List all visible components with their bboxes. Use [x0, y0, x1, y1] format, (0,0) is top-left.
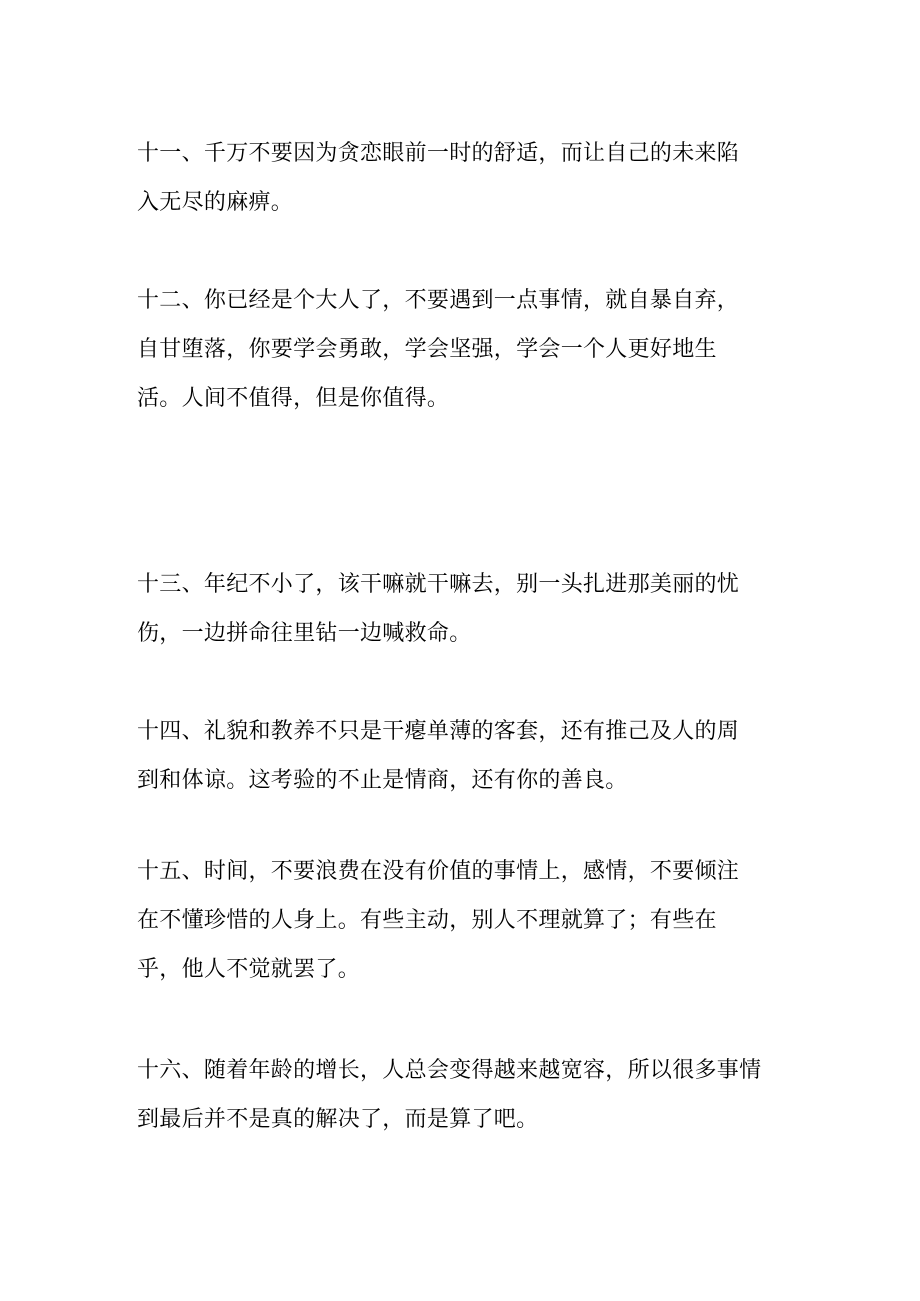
paragraph-line: 伤，一边拼命往里钻一边喊救命。	[137, 621, 472, 646]
paragraph-line: 入无尽的麻痹。	[137, 190, 294, 215]
paragraph-line: 十二、你已经是个大人了，不要遇到一点事情，就自暴自弃，	[137, 288, 740, 313]
paragraph-line: 十五、时间，不要浪费在没有价值的事情上，感情，不要倾注	[137, 859, 740, 884]
paragraph-line: 到和体谅。这考验的不止是情商，还有你的善良。	[137, 768, 628, 793]
paragraph-line: 十四、礼貌和教养不只是干瘪单薄的客套，还有推己及人的周	[137, 719, 740, 744]
paragraph-12	[137, 276, 739, 423]
paragraph-line: 活。人间不值得，但是你值得。	[137, 386, 450, 411]
paragraph-line: 十三、年纪不小了，该干嘛就干嘛去，别一头扎进那美丽的忧	[137, 572, 740, 597]
paragraph-line: 在不懂珍惜的人身上。有些主动，别人不理就算了；有些在	[137, 908, 717, 933]
paragraph-line: 十一、千万不要因为贪恋眼前一时的舒适，而让自己的未来陷	[137, 141, 740, 166]
paragraph-line: 自甘堕落，你要学会勇敢，学会坚强，学会一个人更好地生	[137, 337, 717, 362]
paragraph-line: 乎，他人不觉就罢了。	[137, 957, 361, 982]
paragraph-15	[137, 847, 739, 994]
paragraph-14	[137, 707, 739, 805]
paragraph-16	[137, 1046, 761, 1144]
paragraph-line: 十六、随着年龄的增长，人总会变得越来越宽容，所以很多事情	[137, 1058, 762, 1083]
paragraph-13	[137, 560, 739, 658]
paragraph-line: 到最后并不是真的解决了，而是算了吧。	[137, 1107, 539, 1132]
paragraph-11	[137, 129, 739, 227]
